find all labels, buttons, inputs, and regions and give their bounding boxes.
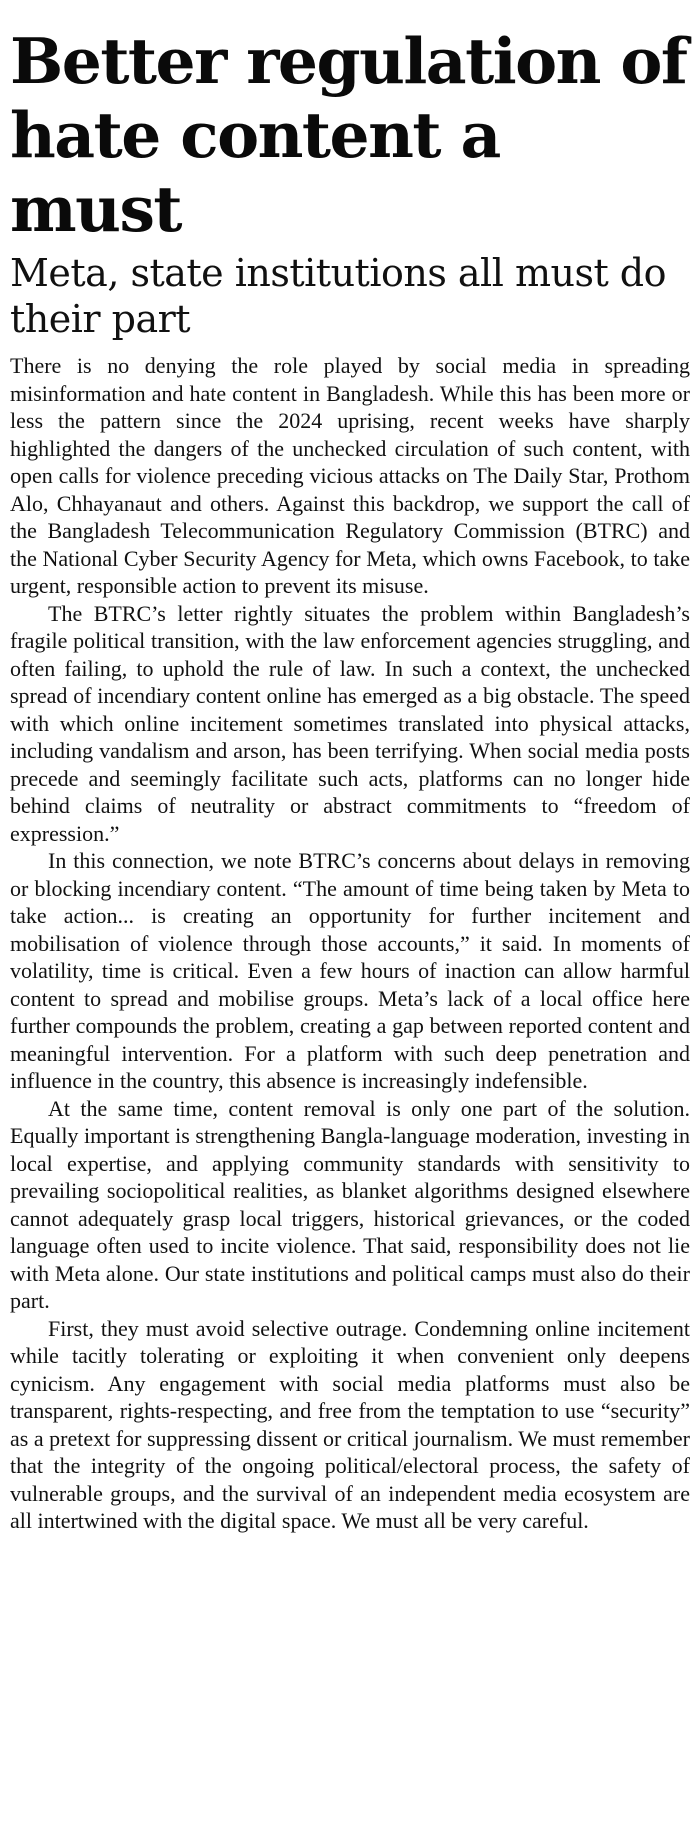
paragraph-4: At the same time, content removal is only one part of the solution. Equally important is strengthening Bangla-language moderation, investing in local expertise, and applying community standards with sensitivity to prevailing sociopolitical realities, as blanket algorithms designed elsewhere cannot adequately grasp local triggers, historical grievances, or the coded language often used to incite violence. That said, responsibility does not lie with Meta alone. Our state institutions and political camps must also do their part.: [10, 1095, 690, 1313]
subheadline: Meta, state institutions all must do their part: [10, 251, 666, 341]
article-body: [10, 352, 690, 1535]
headline: Better regulation of hate content a must: [10, 24, 687, 246]
paragraph-1: There is no denying the role played by social media in spreading misinformation and hate content in Bangladesh. While this has been more or less the pattern since the 2024 uprising, recent weeks have sharply highlighted the dangers of the unchecked circulation of such content, with open calls for violence preceding vicious attacks on The Daily Star, Prothom Alo, Chhayanaut and others. Against this backdrop, we support the call of the Bangladesh Telecommunication Regulatory Commission (BTRC) and the National Cyber Security Agency for Meta, which owns Facebook, to take urgent, responsible action to prevent its misuse.: [10, 353, 690, 598]
paragraph-5: First, they must avoid selective outrage. Condemning online incitement while tacitly tolerating or exploiting it when convenient only deepens cynicism. Any engagement with social media platforms must also be transparent, rights-respecting, and free from the temptation to use “security” as a pretext for suppressing dissent or critical journalism. We must remember that the integrity of the ongoing political/electoral process, the safety of vulnerable groups, and the survival of an independent media ecosystem are all intertwined with the digital space. We must all be very careful.: [10, 1315, 690, 1533]
paragraph-2: The BTRC’s letter rightly situates the problem within Bangladesh’s fragile political transition, with the law enforcement agencies struggling, and often failing, to uphold the rule of law. In such a context, the unchecked spread of incendiary content online has emerged as a big obstacle. The speed with which online incitement sometimes translated into physical attacks, including vandalism and arson, has been terrifying. When social media posts precede and seemingly facilitate such acts, platforms can no longer hide behind claims of neutrality or abstract commitments to “freedom of expression.”: [10, 600, 690, 846]
paragraph-3: In this connection, we note BTRC’s concerns about delays in removing or blocking incendiary content. “The amount of time being taken by Meta to take action... is creating an opportunity for further incitement and mobilisation of violence through those accounts,” it said. In moments of volatility, time is critical. Even a few hours of inaction can allow harmful content to spread and mobilise groups. Meta’s lack of a local office here further compounds the problem, creating a gap between reported content and meaningful intervention. For a platform with such deep penetration and influence in the country, this absence is increasingly indefensible.: [10, 848, 690, 1093]
